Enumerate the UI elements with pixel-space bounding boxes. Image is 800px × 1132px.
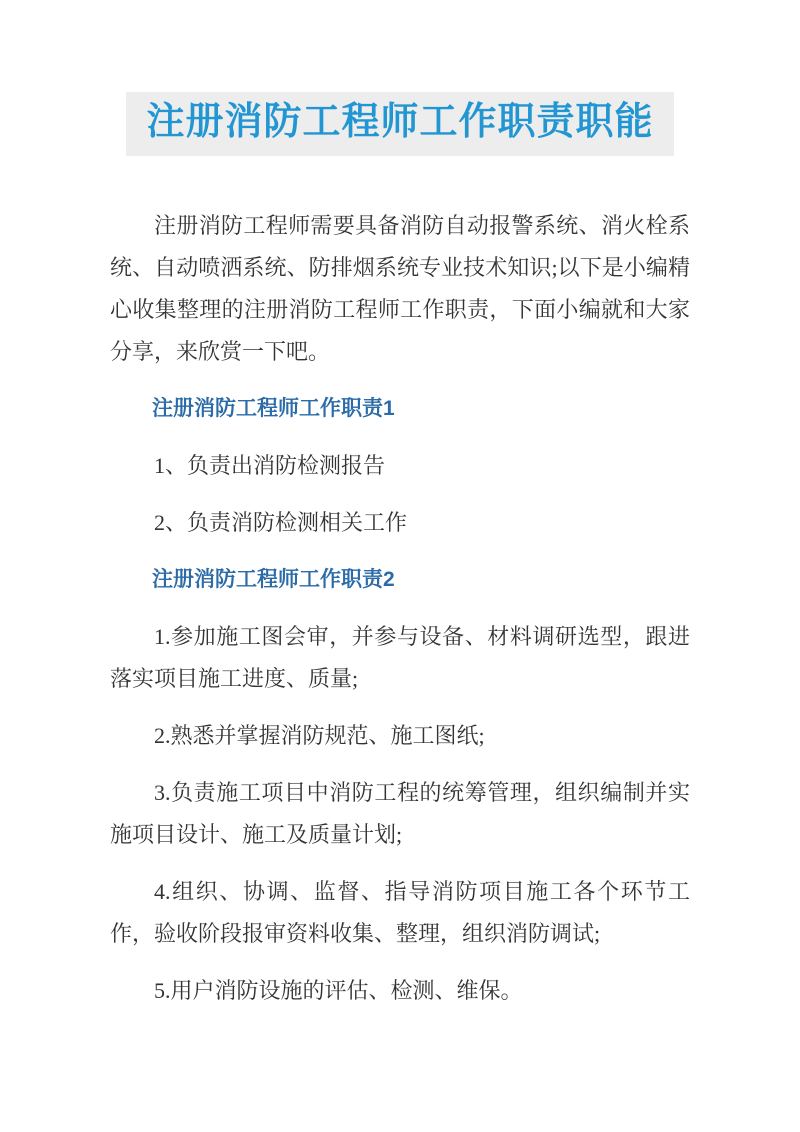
intro-paragraph: 注册消防工程师需要具备消防自动报警系统、消火栓系统、自动喷洒系统、防排烟系统专业技术知识;以下是小编精心收集整理的注册消防工程师工作职责，下面小编就和大家分享，来欣赏一下吧。 (110, 212, 690, 364)
section-1-item-2: 2、负责消防检测相关工作 (154, 509, 408, 535)
document-title: 注册消防工程师工作职责职能 (126, 92, 673, 156)
section-1-heading: 注册消防工程师工作职责1 (152, 396, 395, 420)
section-2-item-1: 1.参加施工图会审，并参与设备、材料调研选型，跟进落实项目施工进度、质量; (110, 623, 690, 691)
section-2-item-2: 2.熟悉并掌握消防规范、施工图纸; (154, 722, 485, 748)
section-1-item-1: 1、负责出消防检测报告 (154, 452, 386, 478)
section-2-heading: 注册消防工程师工作职责2 (152, 567, 395, 591)
section-2-item-5: 5.用户消防设施的评估、检测、维保。 (154, 977, 523, 1003)
section-2-item-4: 4.组织、协调、监督、指导消防项目施工各个环节工作，验收阶段报审资料收集、整理，组织消防调试; (110, 878, 690, 946)
document-body (110, 205, 690, 1012)
title-row (0, 0, 800, 156)
section-2-item-3: 3.负责施工项目中消防工程的统筹管理，组织编制并实施项目设计、施工及质量计划; (110, 779, 690, 847)
